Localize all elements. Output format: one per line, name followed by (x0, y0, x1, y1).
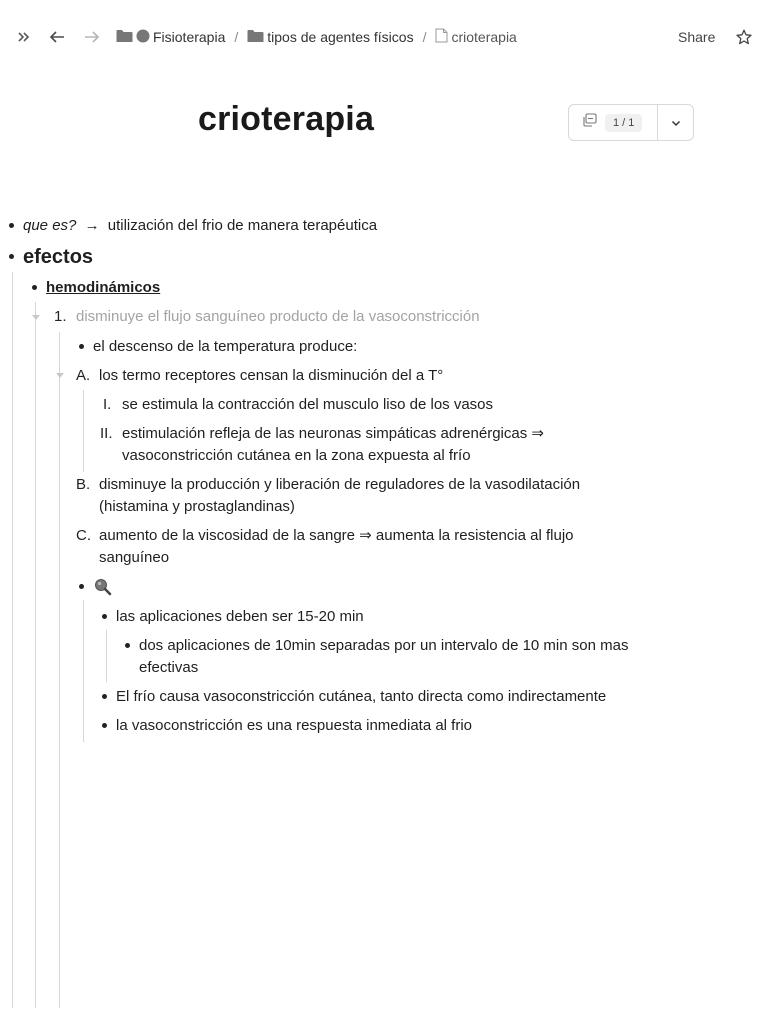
list-item-descenso[interactable]: el descenso de la temperatura produce: (93, 338, 358, 355)
list-item-I[interactable]: se estimula la contracción del musculo liso de los vasos (122, 396, 494, 413)
versions-count: 1 / 1 (605, 114, 642, 132)
list-item-dos-aplicaciones[interactable] (139, 635, 684, 679)
que-es-text: utilización del frio de manera terapéutica (107, 217, 378, 234)
list-item-A[interactable]: los termo receptores censan la disminución del a T° (99, 367, 444, 384)
arrow-right-icon: → (84, 217, 100, 234)
list-item-dos-aplicaciones-text: dos aplicaciones de 10min separadas por un intervalo de 10 min son mas efectivas (139, 637, 629, 676)
bullet (125, 643, 130, 648)
list-marker: A. (76, 367, 91, 384)
bullet (102, 723, 107, 728)
list-item-II[interactable] (122, 423, 602, 467)
list-item-C[interactable] (99, 525, 644, 569)
breadcrumb-separator: / (422, 29, 427, 45)
indent-guide (83, 600, 84, 742)
breadcrumb-label: crioterapia (451, 29, 517, 45)
list-item-aplicaciones[interactable]: las aplicaciones deben ser 15-20 min (116, 608, 364, 625)
list-marker: B. (76, 476, 91, 493)
indent-guide (59, 332, 60, 1008)
list-item-B-text: disminuye la producción y liberación de reguladores de la vasodilatación (histamina y prostaglandinas) (99, 476, 581, 515)
bullet (32, 285, 37, 290)
indent-guide (83, 390, 84, 472)
breadcrumb-separator: / (234, 29, 239, 45)
list-item-C-text: aumento de la viscosidad de la sangre ⇒ aumenta la resistencia al flujo sanguíneo (99, 527, 574, 566)
collapse-caret-icon[interactable] (32, 315, 40, 320)
heading-efectos[interactable]: efectos (23, 246, 94, 268)
collapse-caret-icon[interactable] (56, 373, 64, 378)
indent-guide (106, 630, 107, 682)
list-item-frio-causa[interactable]: El frío causa vasoconstricción cutánea, tanto directa como indirectamente (116, 688, 607, 705)
list-item-magnifier[interactable] (94, 576, 114, 598)
bullet (9, 223, 14, 228)
magnifying-glass-icon (94, 583, 112, 600)
bullet (79, 584, 84, 589)
page-title: crioterapia (198, 100, 375, 138)
list-marker: 1. (54, 308, 67, 325)
indent-guide (12, 272, 13, 1008)
list-marker: I. (103, 396, 112, 413)
breadcrumb-label: tipos de agentes físicos (267, 29, 414, 45)
indent-guide (35, 302, 36, 1008)
list-marker: C. (76, 527, 91, 544)
heading-hemodinamicos[interactable]: hemodinámicos (46, 279, 161, 296)
list-marker: II. (100, 425, 113, 442)
list-item-B[interactable] (99, 474, 644, 518)
list-item-1[interactable]: disminuye el flujo sanguíneo producto de la vasoconstricción (76, 308, 480, 325)
list-item-II-text: estimulación refleja de las neuronas simpáticas adrenérgicas ⇒ vasoconstricción cutánea en la zona expuesta al frío (122, 425, 544, 464)
list-item-que-es[interactable] (23, 215, 377, 237)
que-es-label: que es? (23, 217, 77, 234)
bullet (102, 694, 107, 699)
bullet (102, 614, 107, 619)
bullet (79, 344, 84, 349)
breadcrumb-label: Fisioterapia (153, 29, 226, 45)
list-item-vaso-respuesta[interactable]: la vasoconstricción es una respuesta inmediata al frio (116, 717, 473, 734)
share-button[interactable]: Share (678, 29, 716, 45)
bullet (9, 254, 14, 259)
